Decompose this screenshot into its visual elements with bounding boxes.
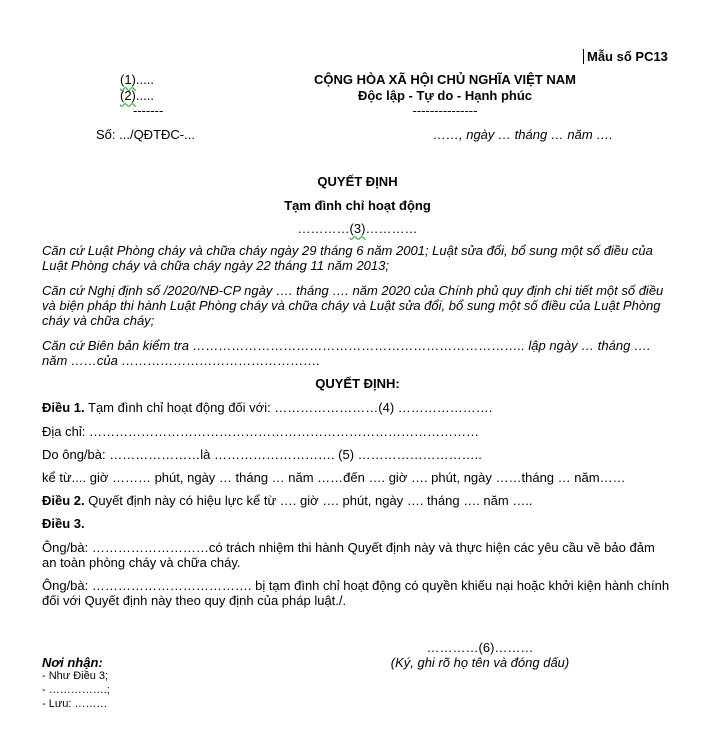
recipient-item: - Như Điều 3; [42, 670, 109, 682]
article-1-person: Do ông/bà: …………………là ………………………. (5) ……………………….. [42, 447, 482, 462]
article-1-text: Tạm đình chỉ hoạt động đối với: ……………………(4) …………………. [84, 400, 493, 415]
article-1 [42, 400, 492, 415]
place-date: ……, ngày … tháng … năm …. [433, 127, 613, 142]
recipients-heading: Nơi nhận: [42, 655, 103, 670]
document-subtitle: Tạm đình chỉ hoạt động [284, 198, 431, 213]
authority-ref: (3) [349, 221, 366, 236]
recipient-item: - …………….; [42, 684, 110, 696]
agency-dots-2: ..... [135, 88, 154, 103]
agency-line-2 [120, 88, 154, 103]
article-3-paragraph-1: Ông/bà: ………………………có trách nhiệm thi hành Quyết định này và thực hiện các yêu cầu về bảo đảm an toàn phòng cháy và chữa cháy. [42, 540, 655, 570]
agency-dots-1: ..... [135, 72, 154, 87]
legal-basis-3: Căn cứ Biên bản kiểm tra ………………………………………………………………….. lập ngày … tháng …. năm ……của ………………………………………. [42, 338, 651, 368]
issuing-authority [0, 221, 715, 236]
recipient-item: - Lưu: ……… [42, 698, 108, 710]
agency-ref-1: (1) [120, 72, 136, 87]
form-code: Mẫu số PC13 [583, 49, 668, 64]
legal-basis-1: Căn cứ Luật Phòng cháy và chữa cháy ngày 29 tháng 6 năm 2001; Luật sửa đổi, bổ sung một số điều của Luật Phòng cháy và chữa cháy ngày 22 tháng 11 năm 2013; [42, 243, 653, 273]
agency-line-1 [120, 72, 154, 87]
document-number: Số: .../QĐTĐC-... [96, 127, 195, 142]
nation-title: CỘNG HÒA XÃ HỘI CHỦ NGHĨA VIỆT NAM [314, 72, 576, 87]
motto: Độc lập - Tự do - Hạnh phúc [357, 88, 533, 103]
signature-note: (Ký, ghi rõ họ tên và đóng dấu) [390, 655, 570, 670]
article-1-label: Điều 1. [42, 400, 85, 415]
article-2-text: Quyết định này có hiệu lực kể từ …. giờ …. phút, ngày …. tháng …. năm ….. [84, 493, 533, 508]
article-1-time: kể từ.... giờ ……… phút, ngày … tháng … năm ……đến …. giờ …. phút, ngày ……tháng … năm…… [42, 470, 626, 485]
motto-rule: --------------- [412, 103, 478, 118]
article-3-paragraph-2: Ông/bà: ………………………………. bị tạm đình chỉ hoạt động có quyền khiếu nại hoặc khởi kiện hành chính đối với Quyết định này theo quy định của pháp luật./. [42, 578, 670, 608]
article-3-label: Điều 3. [42, 516, 85, 531]
signer-ref: …………(6)……… [426, 640, 534, 655]
document-title: QUYẾT ĐỊNH [317, 174, 398, 189]
authority-dots-before: ………… [297, 221, 350, 236]
decision-heading: QUYẾT ĐỊNH: [315, 376, 400, 391]
legal-basis-2: Căn cứ Nghị định số /2020/NĐ-CP ngày …. tháng …. năm 2020 của Chính phủ quy định chi tiết một số điều và biện pháp thi hành Luật Phòng cháy và chữa cháy và Luật sửa đổi, bổ sung một số điều của Luật Phòng cháy và chữa cháy; [42, 283, 664, 328]
article-2 [42, 493, 533, 508]
agency-ref-2: (2) [120, 88, 136, 103]
article-1-address: Địa chỉ: ……………………………………………………………………………… [42, 424, 479, 439]
article-2-label: Điều 2. [42, 493, 85, 508]
authority-dots-after: ………… [365, 221, 418, 236]
agency-rule: ------- [133, 103, 164, 118]
